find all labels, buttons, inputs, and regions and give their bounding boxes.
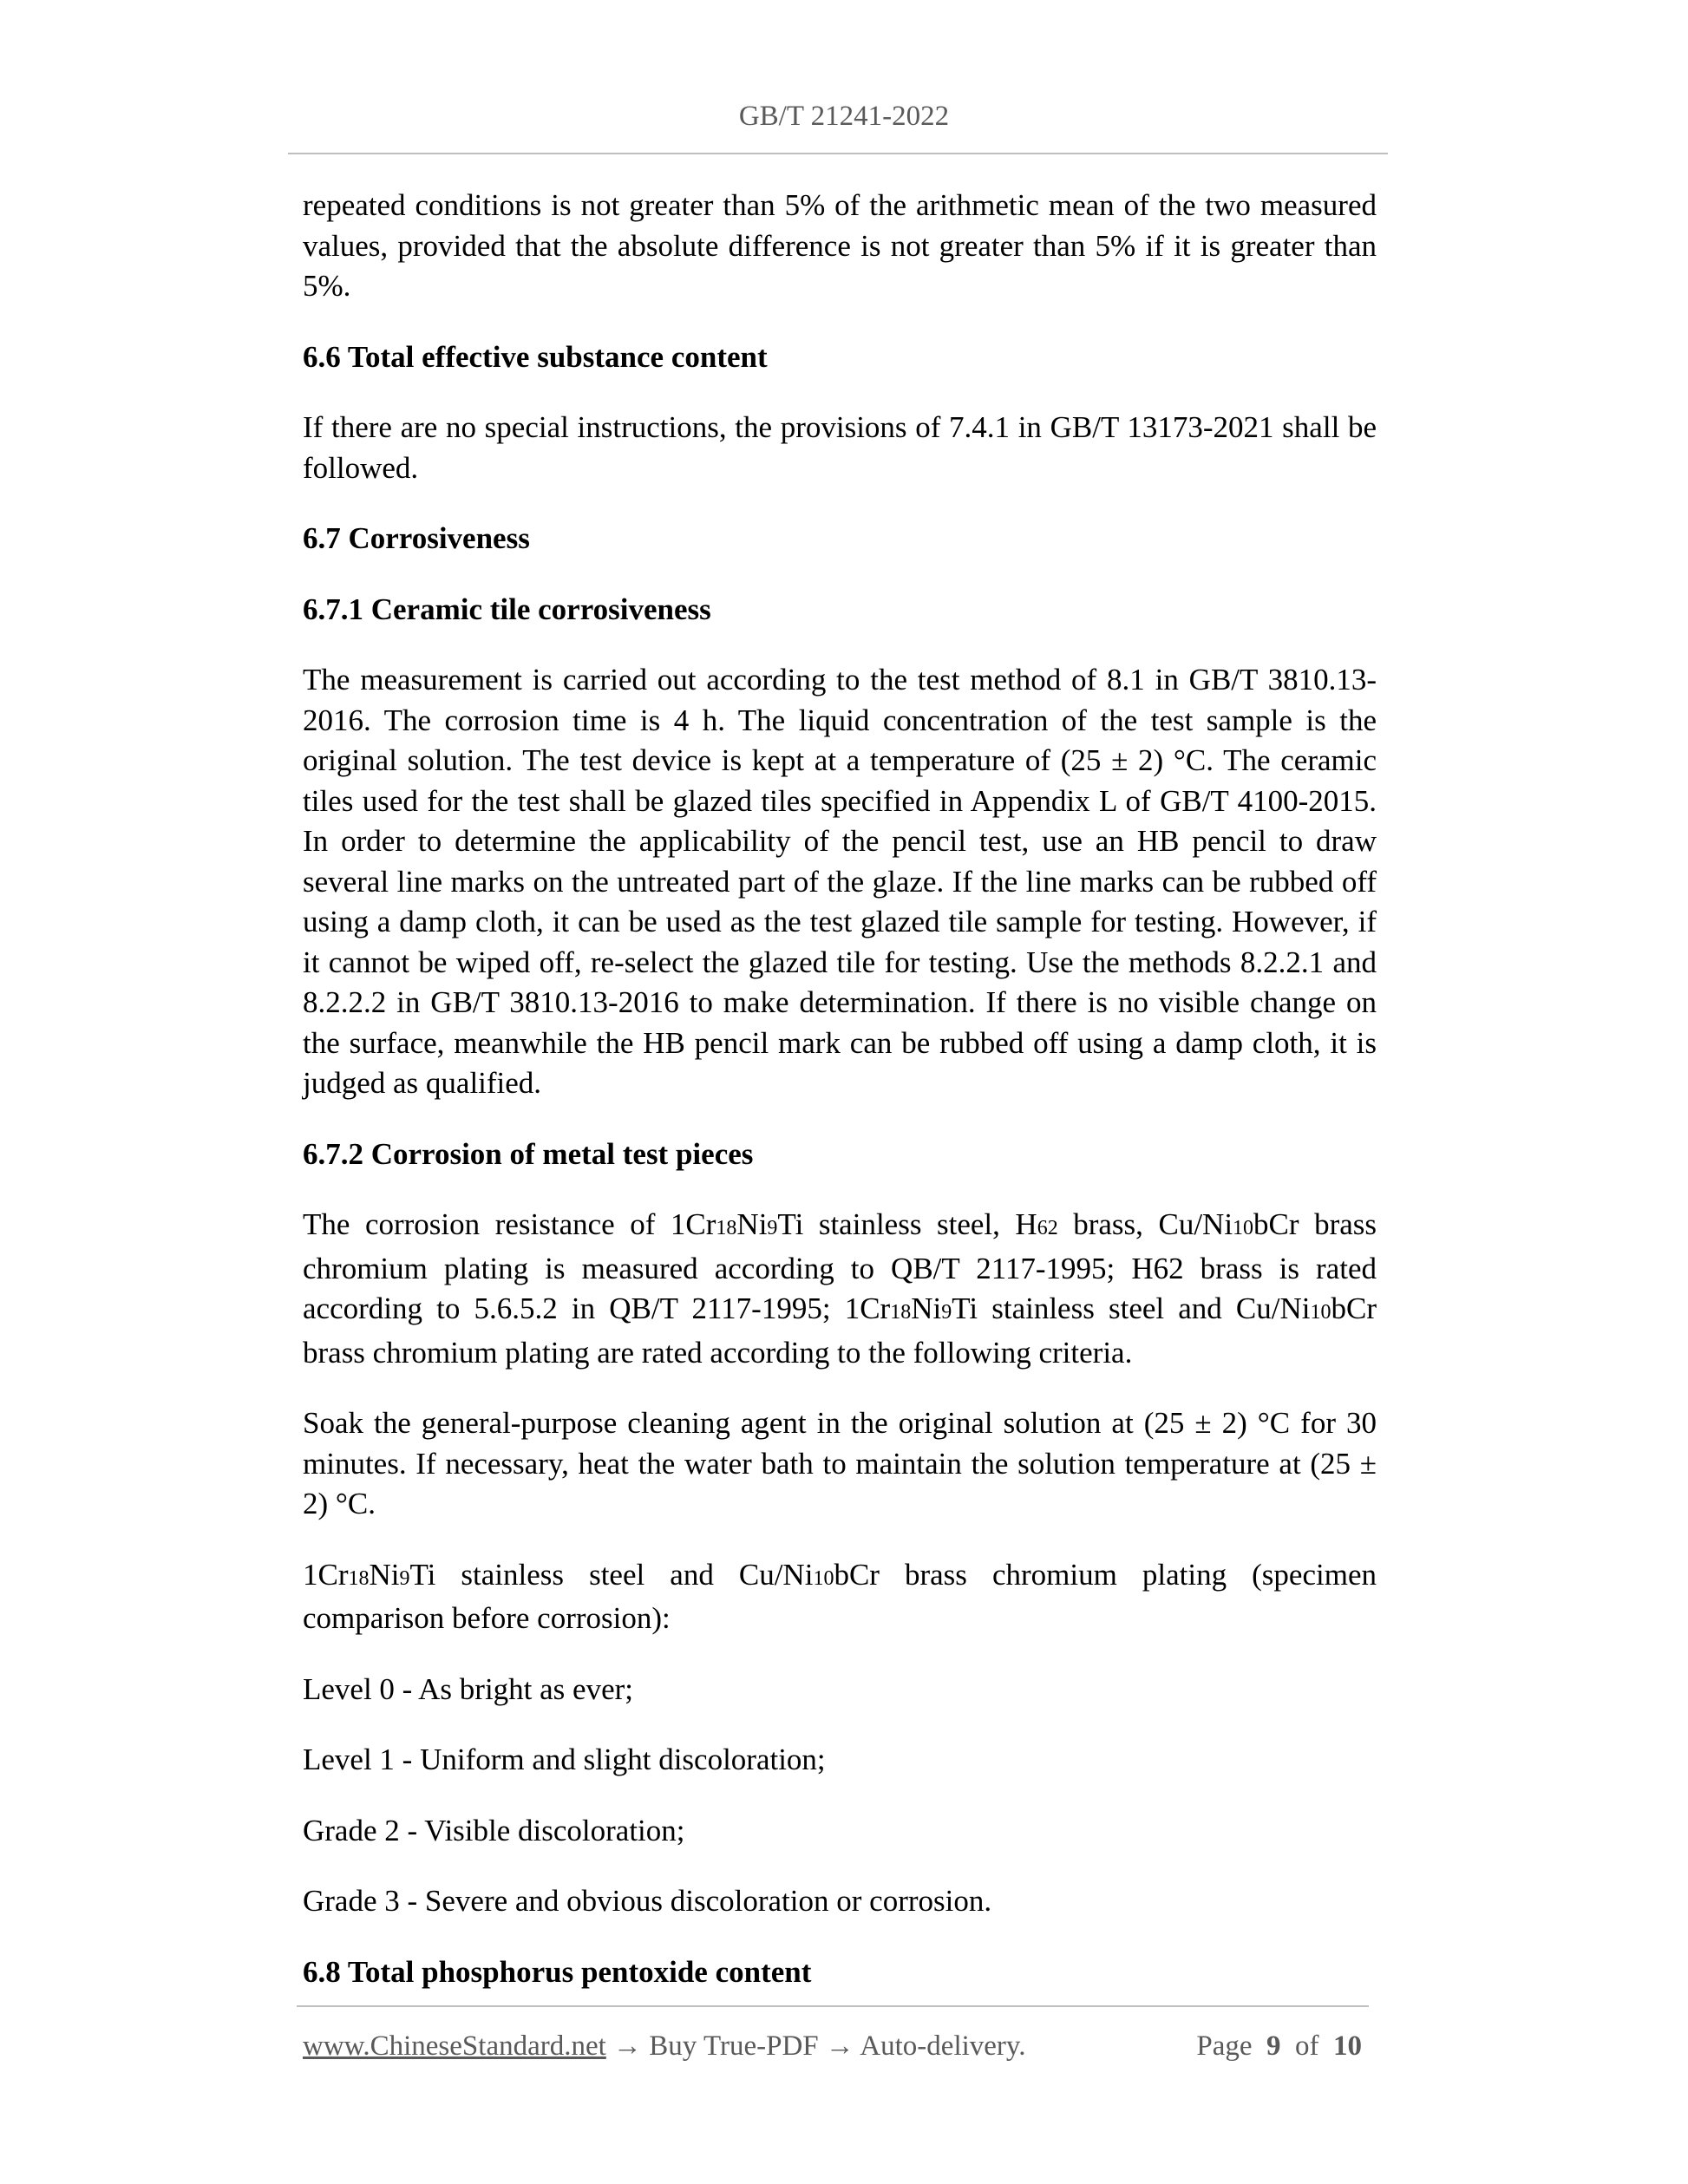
subscript: 18 — [890, 1301, 912, 1324]
footer-tagline: → Buy True-PDF → Auto-delivery. — [605, 2030, 1026, 2062]
text-run: 1Cr — [303, 1557, 349, 1592]
level-item: Level 1 - Uniform and slight discoloration; — [303, 1743, 826, 1776]
page-total: 10 — [1333, 2030, 1362, 2062]
heading-6-7-1: 6.7.1 Ceramic tile corrosiveness — [303, 592, 711, 626]
header-divider — [288, 153, 1388, 154]
heading-6-8: 6.8 Total phosphorus pentoxide content — [303, 1954, 812, 1989]
level-item: Level 0 - As bright as ever; — [303, 1671, 634, 1706]
level-item: Grade 3 - Severe and obvious discoloration or corrosion. — [303, 1884, 992, 1918]
text-run: The corrosion resistance of 1Cr — [303, 1207, 716, 1241]
of-label: of — [1295, 2030, 1319, 2062]
subscript: 10 — [1310, 1301, 1331, 1324]
page-label: Page — [1196, 2030, 1253, 2062]
heading-6-7: 6.7 Corrosiveness — [303, 521, 530, 555]
text-run: bCr brass chromium plating are rated according to the following criteria. — [303, 1291, 1377, 1370]
paragraph-6-7-2 — [303, 1205, 1377, 1373]
text-run: bCr brass chromium plating is measured according to QB/T 2117-1995; H62 brass is rated according to 5.6.5.2 in QB/T 2117-1995; 1Cr — [303, 1207, 1377, 1325]
level-item: Grade 2 - Visible discoloration; — [303, 1813, 685, 1847]
text-run: bCr brass chromium plating (specimen comparison before corrosion): — [303, 1557, 1377, 1635]
text-run: Ti stainless steel and Cu/Ni — [952, 1291, 1311, 1325]
footer-promo — [303, 2026, 1026, 2066]
subscript: 18 — [348, 1566, 370, 1590]
paragraph-intro: repeated conditions is not greater than 5% of the arithmetic mean of the two measured values, provided that the absolute difference is not greater than 5% if it is greater than 5%. — [303, 188, 1377, 303]
text-run: brass, Cu/Ni — [1057, 1207, 1233, 1241]
paragraph-6-6: If there are no special instructions, the provisions of 7.4.1 in GB/T 13173-2021 shall be followed. — [303, 410, 1377, 485]
text-run: Ni — [369, 1557, 400, 1592]
text-run: Ti stainless steel and Cu/Ni — [409, 1557, 814, 1592]
heading-6-7-2: 6.7.2 Corrosion of metal test pieces — [303, 1136, 754, 1171]
subscript: 9 — [399, 1566, 410, 1590]
subscript: 10 — [1233, 1217, 1254, 1239]
text-run: Ni — [911, 1291, 942, 1325]
subscript: 62 — [1037, 1217, 1058, 1239]
document-body — [303, 186, 1377, 2023]
subscript: 9 — [941, 1301, 952, 1324]
page-header — [0, 95, 1688, 137]
heading-6-6: 6.6 Total effective substance content — [303, 339, 768, 374]
paragraph-6-7-1: The measurement is carried out according to the test method of 8.1 in GB/T 3810.13-2016. The corrosion time is 4 h. The liquid concentration of the test sample is the original solution. The test device is kept at a temperature of (25 ± 2) °C. The ceramic tiles used for the test shall be glazed tiles specified in Appendix L of GB/T 4100-2015. In order to determine the applicability of the pencil test, use an HB pencil to draw several line marks on the untreated part of the glaze. If the line marks can be rubbed off using a damp cloth, it can be used as the test glazed tile sample for testing. However, if it cannot be wiped off, re-select the glazed tile for testing. Use the methods 8.2.2.1 and 8.2.2.2 in GB/T 3810.13-2016 to make determination. If there is no visible change on the surface, meanwhile the HB pencil mark can be rubbed off using a damp cloth, it is judged as qualified. — [303, 663, 1377, 1100]
paragraph-specimen — [303, 1555, 1377, 1639]
page-indicator — [1196, 2026, 1362, 2066]
page-number: 9 — [1266, 2030, 1281, 2062]
subscript: 10 — [813, 1566, 834, 1590]
footer-divider — [297, 2005, 1369, 2007]
subscript: 18 — [716, 1217, 737, 1239]
website-link[interactable]: www.ChineseStandard.net — [303, 2030, 606, 2062]
text-run: Ti stainless steel, H — [777, 1207, 1037, 1241]
document-code: GB/T 21241-2022 — [738, 101, 950, 132]
text-run: Ni — [736, 1207, 768, 1241]
paragraph-soak: Soak the general-purpose cleaning agent in the original solution at (25 ± 2) °C for 30 minutes. If necessary, heat the water bath to maintain the solution temperature at (25 ± 2) °C. — [303, 1406, 1377, 1520]
subscript: 9 — [767, 1217, 778, 1239]
